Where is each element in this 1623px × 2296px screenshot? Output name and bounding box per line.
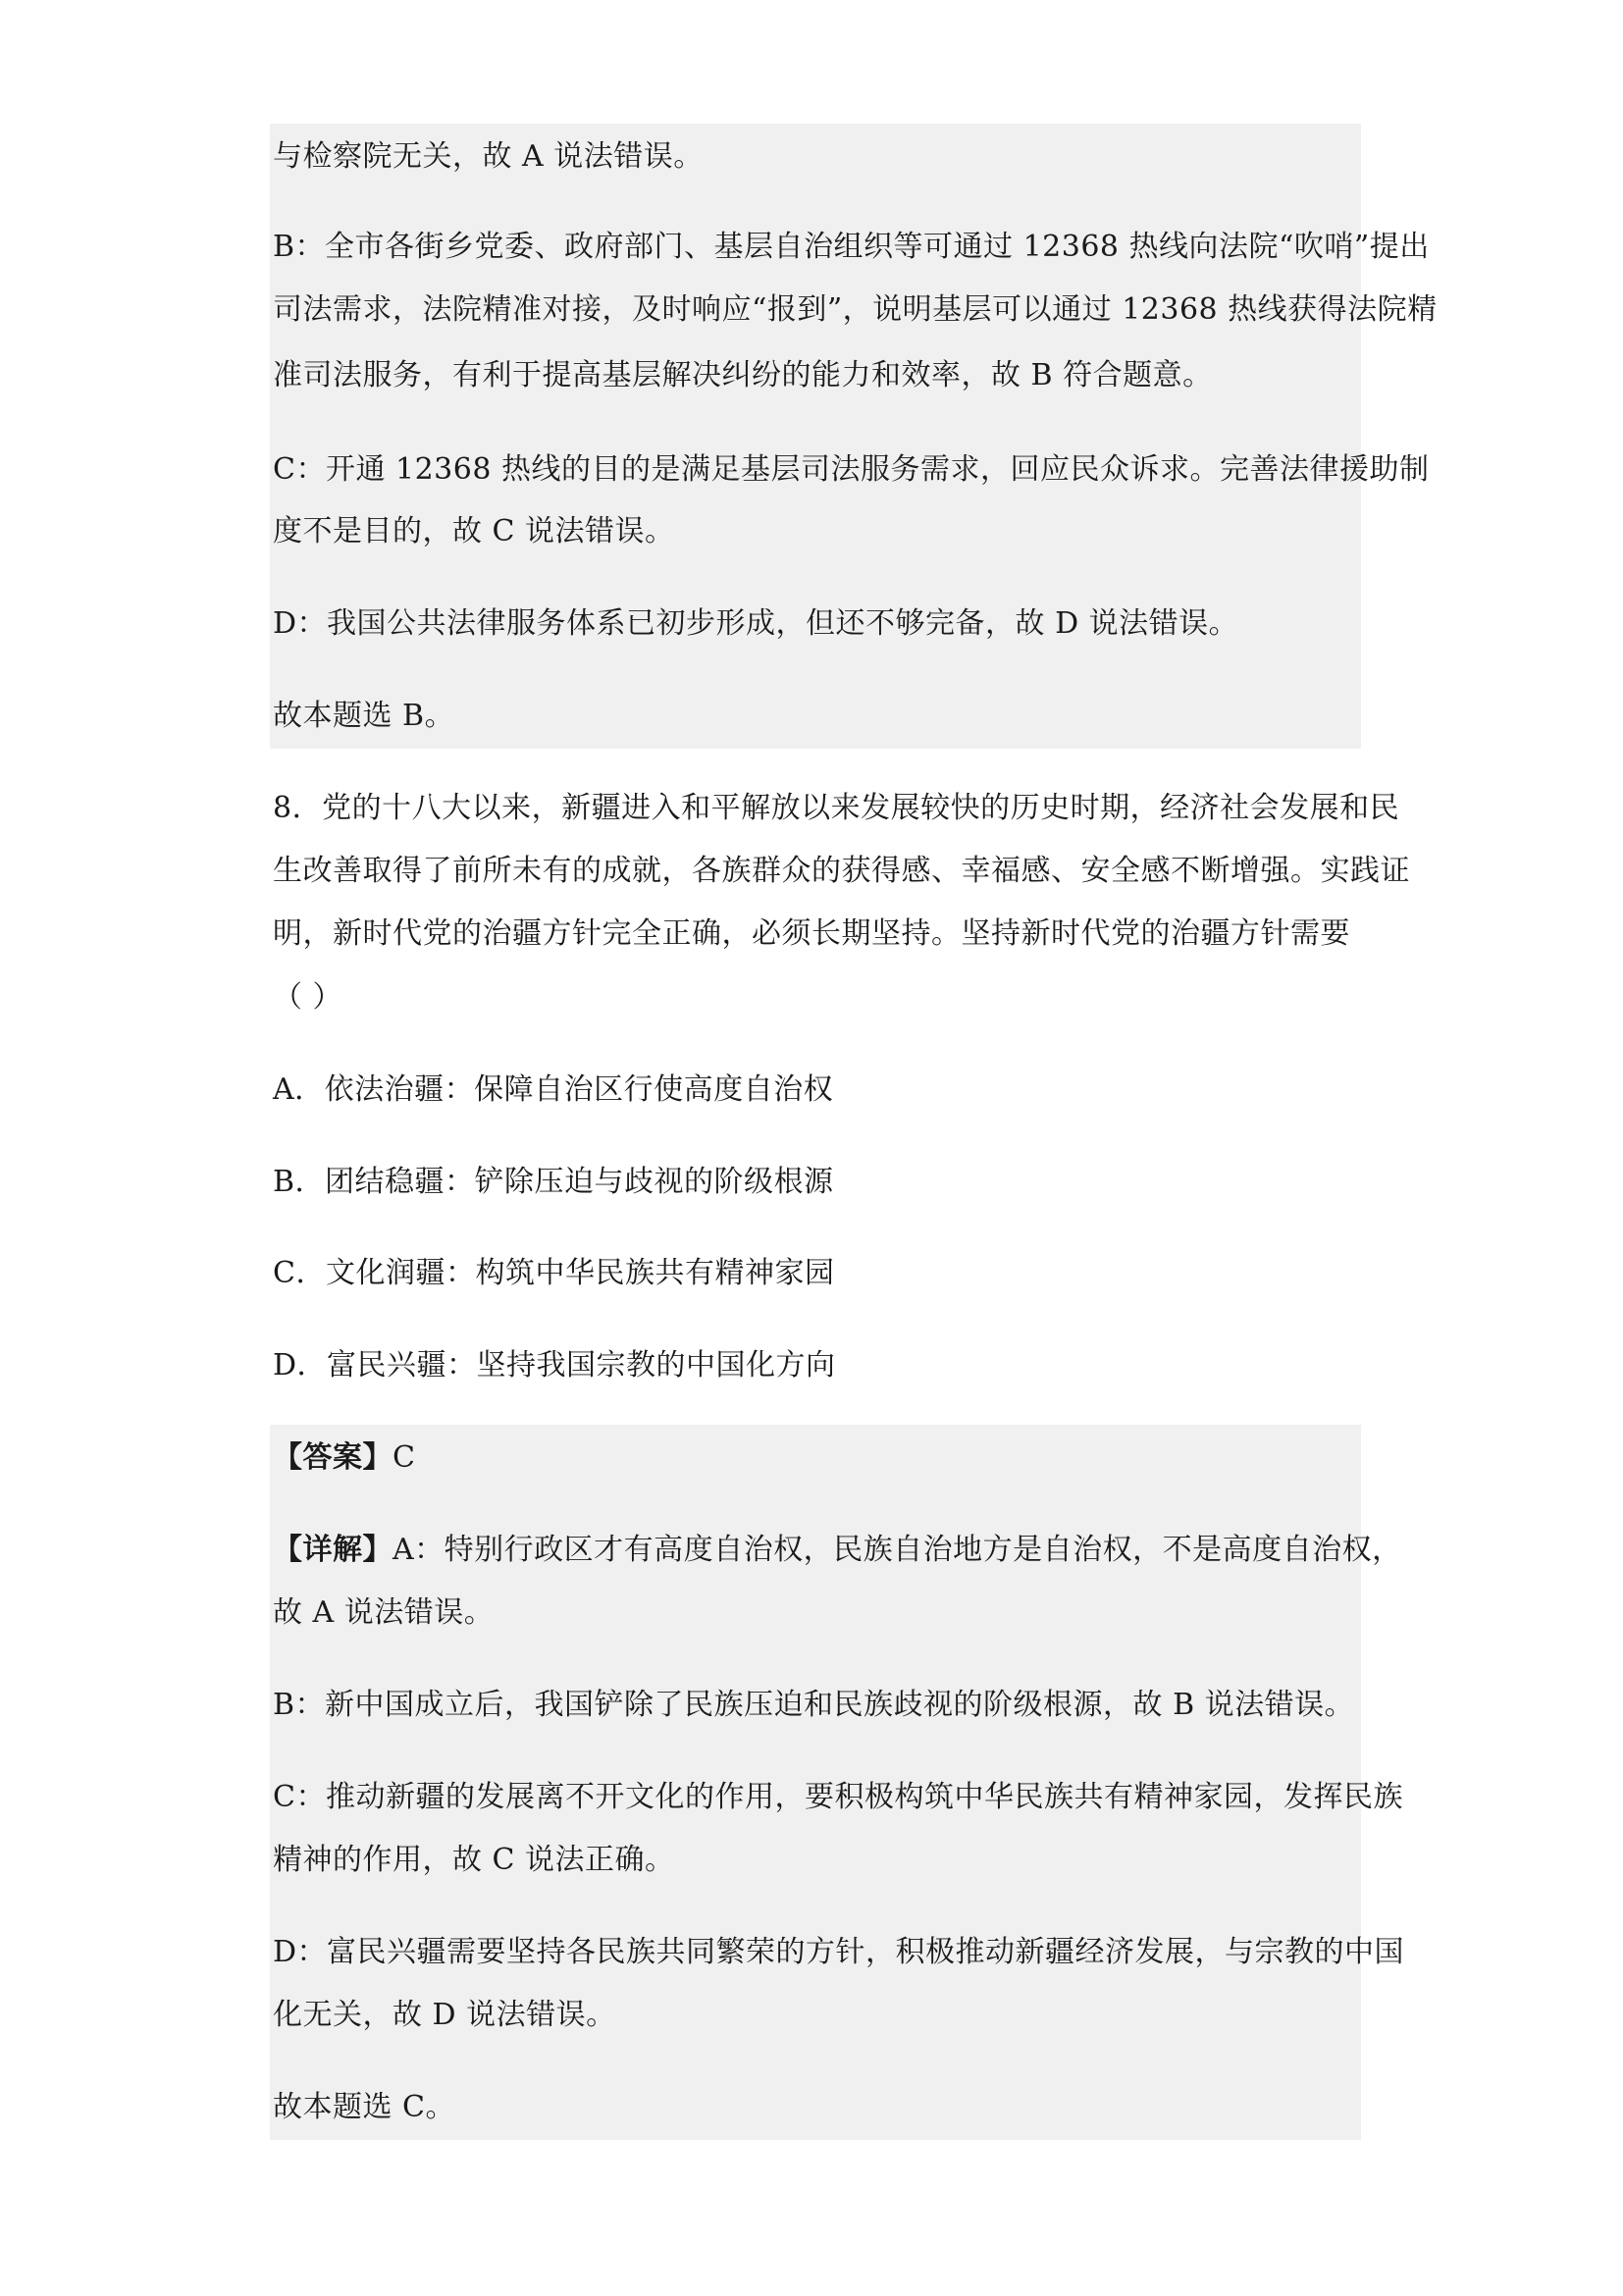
explanation-d-line-2: 化无关，故 D 说法错误。 [273, 1998, 616, 2032]
option-b: B．团结稳疆：铲除压迫与歧视的阶级根源 [273, 1165, 834, 1199]
option-c: C．文化润疆：构筑中华民族共有精神家园 [273, 1256, 835, 1290]
explanation-c-line-1: C：推动新疆的发展离不开文化的作用，要积极构筑中华民族共有精神家园，发挥民族 [273, 1780, 1403, 1814]
answer-value: C [393, 1440, 416, 1475]
previous-conclusion: 故本题选 B。 [273, 699, 455, 733]
question-stem-blank: （ ） [273, 980, 343, 1015]
option-a: A．依法治疆：保障自治区行使高度自治权 [273, 1072, 834, 1107]
explanation-a-second: 故 A 说法错误。 [273, 1595, 495, 1630]
previous-option-b-line-3: 准司法服务，有利于提高基层解决纠纷的能力和效率，故 B 符合题意。 [273, 358, 1213, 392]
explanation-line-1 [273, 1531, 1402, 1570]
question-stem-line-2: 生改善取得了前所未有的成就，各族群众的获得感、幸福感、安全感不断增强。实践证 [273, 854, 1410, 888]
explanation-conclusion: 故本题选 C。 [273, 2090, 455, 2124]
answer-label: 【答案】 [273, 1440, 393, 1475]
question-stem-line-1: 8．党的十八大以来，新疆进入和平解放以来发展较快的历史时期，经济社会发展和民 [273, 791, 1400, 825]
option-d: D．富民兴疆：坚持我国宗教的中国化方向 [273, 1348, 836, 1383]
previous-option-c-line-1: C：开通 12368 热线的目的是满足基层司法服务需求，回应民众诉求。完善法律援助制 [273, 452, 1430, 487]
previous-option-c-line-2: 度不是目的，故 C 说法错误。 [273, 514, 675, 548]
explanation-b: B：新中国成立后，我国铲除了民族压迫和民族歧视的阶级根源，故 B 说法错误。 [273, 1688, 1355, 1722]
previous-option-d: D：我国公共法律服务体系已初步形成，但还不够完备，故 D 说法错误。 [273, 606, 1239, 641]
question-stem-line-3: 明，新时代党的治疆方针完全正确，必须长期坚持。坚持新时代党的治疆方针需要 [273, 916, 1350, 951]
explanation-c-line-2: 精神的作用，故 C 说法正确。 [273, 1843, 675, 1877]
previous-explanation-continuation: 与检察院无关，故 A 说法错误。 [273, 139, 704, 174]
explanation-label: 【详解】 [273, 1533, 393, 1567]
previous-explanation-block [270, 124, 1361, 749]
previous-option-b-line-2: 司法需求，法院精准对接，及时响应“报到”，说明基层可以通过 12368 热线获得法院精 [273, 292, 1438, 327]
explanation-a-first: A：特别行政区才有高度自治权，民族自治地方是自治权，不是高度自治权， [393, 1533, 1402, 1567]
previous-option-b-line-1: B：全市各街乡党委、政府部门、基层自治组织等可通过 12368 热线向法院“吹哨”提出 [273, 230, 1430, 264]
answer-line [273, 1438, 415, 1478]
explanation-d-line-1: D：富民兴疆需要坚持各民族共同繁荣的方针，积极推动新疆经济发展，与宗教的中国 [273, 1935, 1405, 1969]
